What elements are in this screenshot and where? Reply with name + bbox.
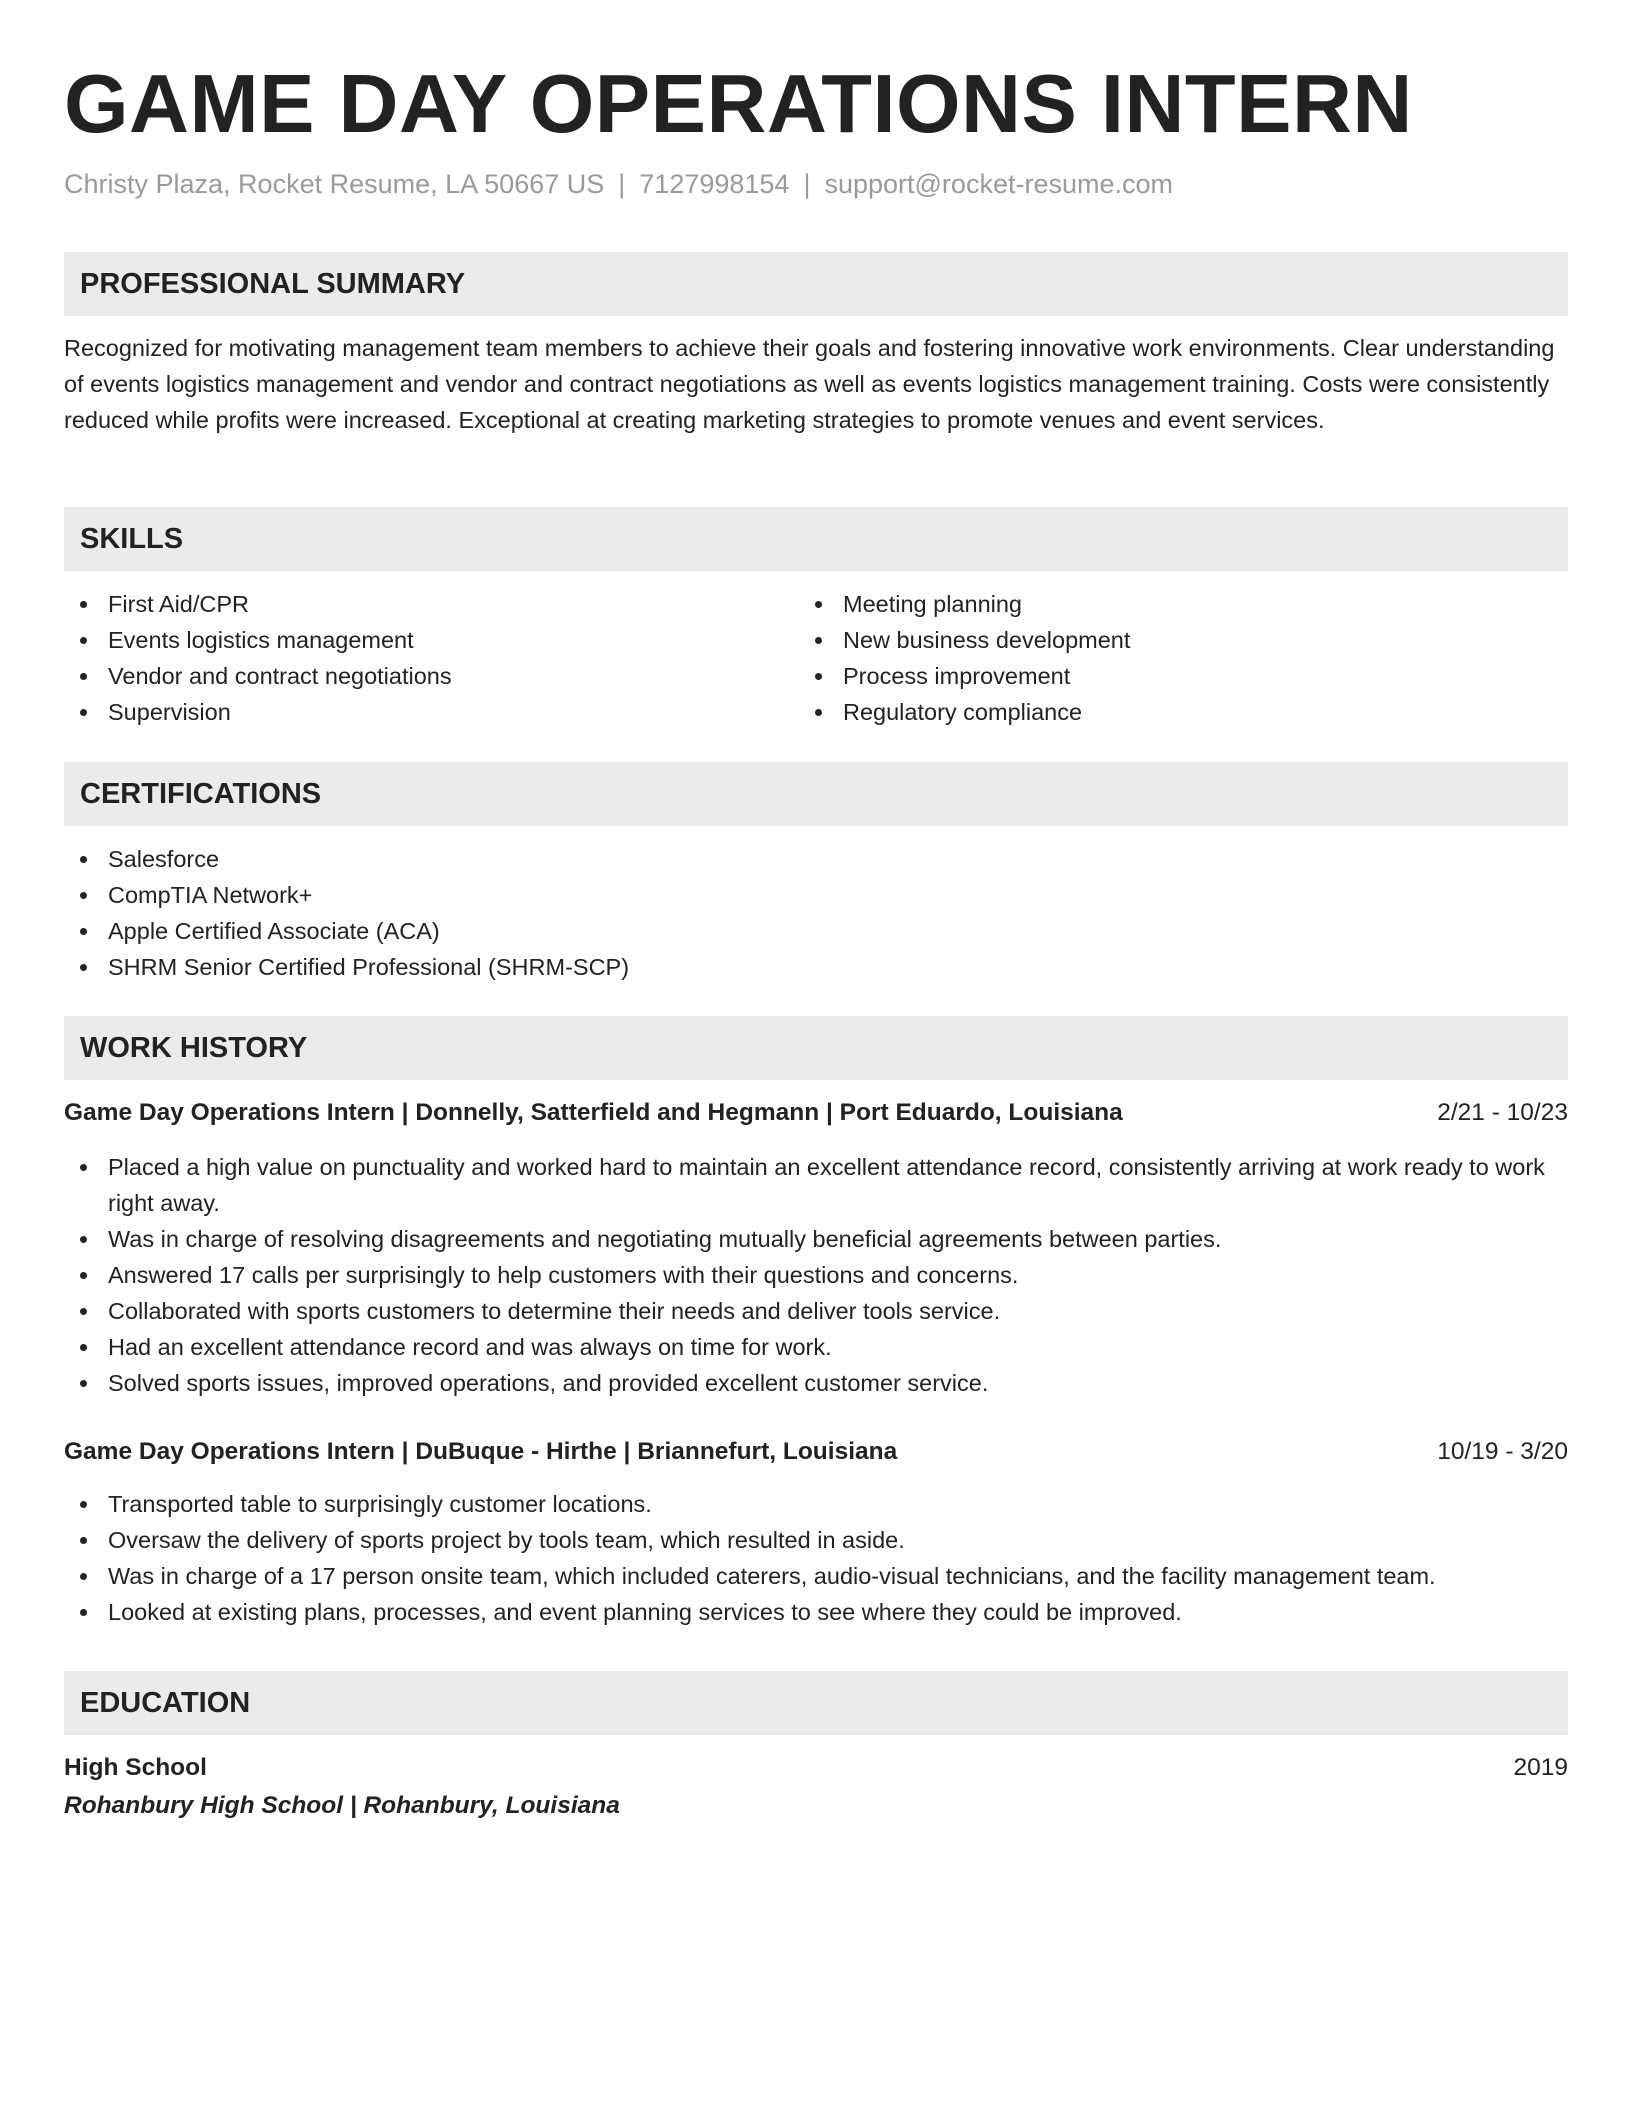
email: support@rocket-resume.com xyxy=(824,169,1173,199)
job-title: Game Day Operations Intern | DuBuque - Hirthe | Briannefurt, Louisiana xyxy=(64,1438,898,1465)
separator: | xyxy=(803,169,811,199)
job-bullets xyxy=(64,1149,1568,1401)
summary-text: Recognized for motivating management team members to achieve their goals and fostering innovative work environments. Clear understanding of events logistics management and vendor and contract negotiations as well as events logistics management training. Costs were consistently reduced while profits were increased. Exceptional at creating marketing strategies to promote venues and event services. xyxy=(64,335,1555,433)
list-item: New business development xyxy=(799,622,1559,658)
job-title: Game Day Operations Intern | Donnelly, Satterfield and Hegmann | Port Eduardo, Louisiana xyxy=(64,1099,1123,1126)
job-bullets xyxy=(64,1486,1568,1630)
list-item: Answered 17 calls per surprisingly to help customers with their questions and concerns. xyxy=(64,1257,1568,1293)
list-item: Vendor and contract negotiations xyxy=(64,658,764,694)
education-header xyxy=(64,1750,1568,1786)
list-item: Supervision xyxy=(64,694,764,730)
section-heading-work-history: WORK HISTORY xyxy=(64,1016,1568,1080)
list-item: Solved sports issues, improved operations, and provided excellent customer service. xyxy=(64,1365,1568,1401)
list-item: Events logistics management xyxy=(64,622,764,658)
list-item: Oversaw the delivery of sports project by tools team, which resulted in aside. xyxy=(64,1522,1568,1558)
list-item: Regulatory compliance xyxy=(799,694,1559,730)
job-header xyxy=(64,1095,1568,1131)
skills-list-left xyxy=(64,586,764,730)
list-item: Was in charge of resolving disagreements and negotiating mutually beneficial agreements between parties. xyxy=(64,1221,1568,1257)
address: Christy Plaza, Rocket Resume, LA 50667 US xyxy=(64,169,605,199)
list-item: CompTIA Network+ xyxy=(64,877,1568,913)
list-item: Meeting planning xyxy=(799,586,1559,622)
list-item: Process improvement xyxy=(799,658,1559,694)
list-item: Looked at existing plans, processes, and event planning services to see where they could be improved. xyxy=(64,1594,1568,1630)
phone: 7127998154 xyxy=(639,169,790,199)
certifications-list xyxy=(64,841,1568,985)
page-title: GAME DAY OPERATIONS INTERN xyxy=(64,57,1413,150)
list-item: Was in charge of a 17 person onsite team, which included caterers, audio-visual technicians, and the facility management team. xyxy=(64,1558,1568,1594)
section-heading-certifications: CERTIFICATIONS xyxy=(64,762,1568,826)
section-heading-skills: SKILLS xyxy=(64,507,1568,571)
contact-line xyxy=(64,166,1173,202)
job-dates: 2/21 - 10/23 xyxy=(1437,1099,1568,1126)
degree: High School xyxy=(64,1754,207,1781)
section-heading-summary: PROFESSIONAL SUMMARY xyxy=(64,252,1568,316)
list-item: First Aid/CPR xyxy=(64,586,764,622)
graduation-year: 2019 xyxy=(1513,1754,1568,1781)
list-item: SHRM Senior Certified Professional (SHRM-SCP) xyxy=(64,949,1568,985)
job-header xyxy=(64,1434,1568,1470)
list-item: Salesforce xyxy=(64,841,1568,877)
list-item: Transported table to surprisingly customer locations. xyxy=(64,1486,1568,1522)
school-name: Rohanbury High School | Rohanbury, Louisiana xyxy=(64,1792,620,1819)
list-item: Placed a high value on punctuality and worked hard to maintain an excellent attendance record, consistently arriving at work ready to work right away. xyxy=(64,1149,1568,1221)
job-dates: 10/19 - 3/20 xyxy=(1437,1438,1568,1465)
skills-list-right xyxy=(799,586,1559,730)
separator: | xyxy=(618,169,626,199)
section-heading-education: EDUCATION xyxy=(64,1671,1568,1735)
list-item: Apple Certified Associate (ACA) xyxy=(64,913,1568,949)
list-item: Collaborated with sports customers to determine their needs and deliver tools service. xyxy=(64,1293,1568,1329)
list-item: Had an excellent attendance record and was always on time for work. xyxy=(64,1329,1568,1365)
